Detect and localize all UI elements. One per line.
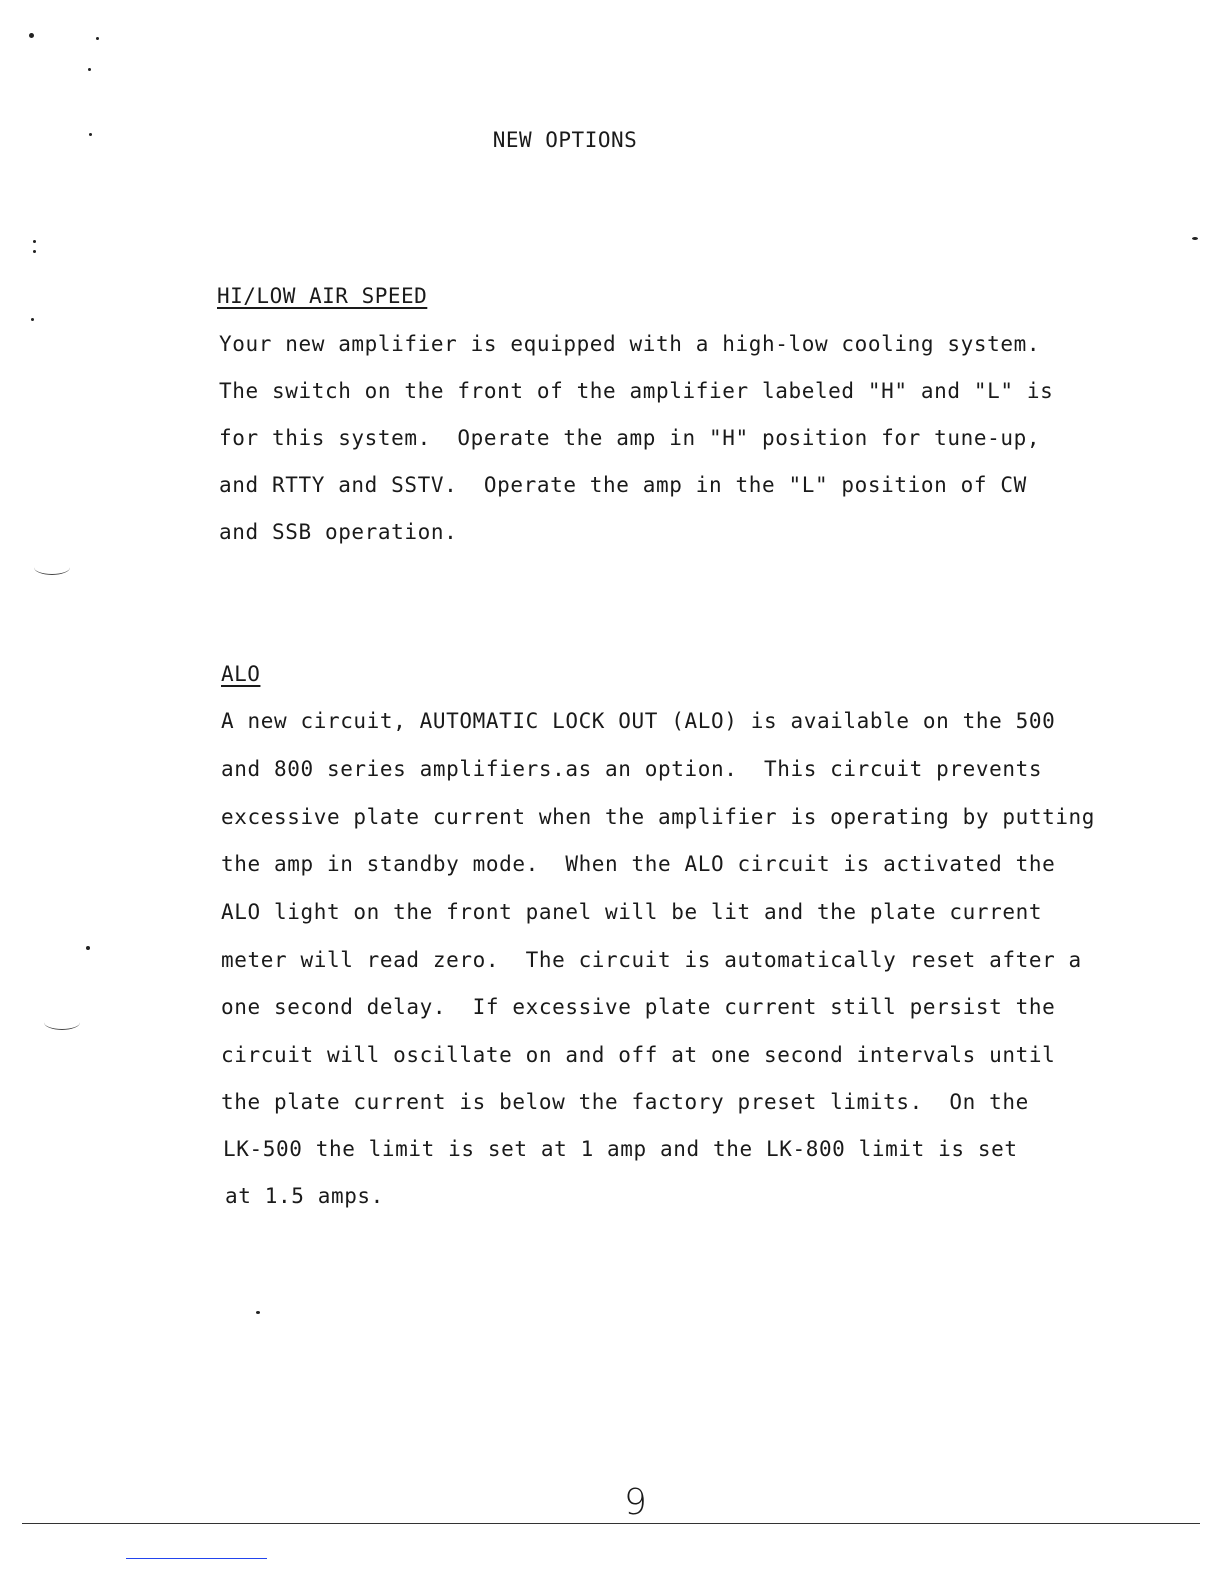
scan-speck (88, 68, 91, 71)
paragraph-line: and 800 series amplifiers.as an option. This circuit prevents (221, 757, 1043, 781)
paragraph-line: the amp in standby mode. When the ALO circuit is activated the (221, 852, 1056, 876)
scan-speck (31, 318, 34, 321)
section-heading-alo: ALO (221, 662, 261, 686)
scan-speck (29, 33, 34, 38)
paragraph-line: ALO light on the front panel will be lit and the plate current (221, 900, 1043, 924)
footer-rule (22, 1523, 1200, 1524)
paragraph-line: and SSB operation. (219, 520, 458, 544)
section-heading-hi-low-air-speed: HI/LOW AIR SPEED (217, 284, 428, 308)
scan-speck (256, 1311, 260, 1314)
paragraph-line: circuit will oscillate on and off at one second intervals until (221, 1043, 1056, 1067)
scan-speck (33, 250, 36, 253)
paragraph-line: meter will read zero. The circuit is automatically reset after a (221, 948, 1082, 972)
scan-speck (33, 240, 36, 243)
scan-speck (96, 37, 99, 40)
scan-speck (86, 946, 90, 950)
page-title: NEW OPTIONS (492, 128, 638, 152)
paragraph-line: LK-500 the limit is set at 1 amp and the LK-800 limit is set (223, 1137, 1018, 1161)
paragraph-line: at 1.5 amps. (225, 1184, 384, 1208)
footer-link-underline (126, 1558, 267, 1559)
paragraph-line: one second delay. If excessive plate current still persist the (221, 995, 1056, 1019)
page-number: 9 (624, 1482, 647, 1523)
scan-speck (89, 133, 92, 136)
paragraph-line: Your new amplifier is equipped with a high-low cooling system. (219, 332, 1041, 356)
scan-speck (1192, 237, 1198, 240)
paragraph-line: for this system. Operate the amp in "H" position for tune-up, (219, 426, 1041, 450)
hole-punch-arc (34, 560, 70, 575)
hole-punch-arc (44, 1015, 80, 1030)
paragraph-line: and RTTY and SSTV. Operate the amp in the "L" position of CW (219, 473, 1027, 497)
paragraph-line: The switch on the front of the amplifier labeled "H" and "L" is (219, 379, 1054, 403)
paragraph-line: the plate current is below the factory preset limits. On the (221, 1090, 1029, 1114)
paragraph-line: excessive plate current when the amplifier is operating by putting (221, 805, 1096, 829)
paragraph-line: A new circuit, AUTOMATIC LOCK OUT (ALO) is available on the 500 (221, 709, 1056, 733)
